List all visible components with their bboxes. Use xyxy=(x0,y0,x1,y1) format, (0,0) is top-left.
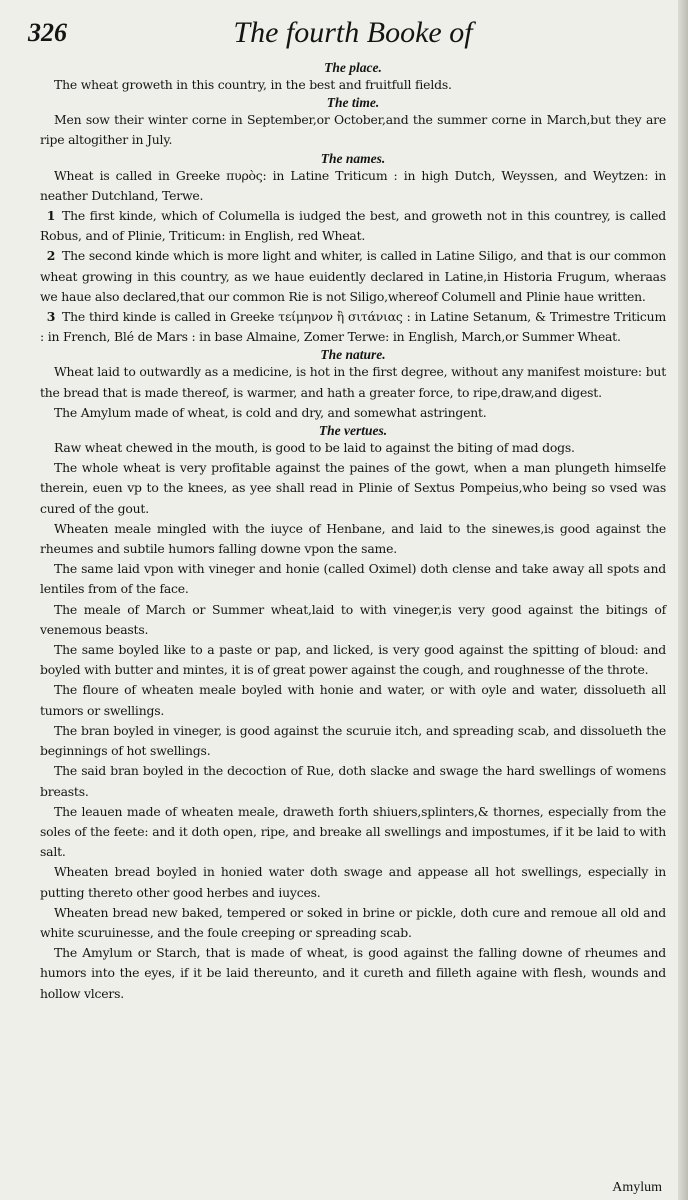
paragraph: The Amylum made of wheat, is cold and dry, and somewhat astringent. xyxy=(54,404,487,420)
paragraph: The floure of wheaten meale boyled with honie and water, or with oyle and water, dissolueth all tumors or swellings. xyxy=(40,682,666,718)
page-gutter-shadow xyxy=(678,0,688,1200)
section-heading: The place. xyxy=(324,60,382,75)
paragraph: Wheaten bread boyled in honied water doth swage and appease all hot swellings, especially in putting thereto other good herbes and iuyces. xyxy=(40,864,666,900)
paragraph: The same boyled like to a paste or pap, and licked, is very good against the spitting of bloud: and boyled with butter and mintes, it is of great power against the cough, and roughnesse of the throte. xyxy=(40,642,666,678)
paragraph-text: The first kinde, which of Columella is iudged the best, and groweth not in this countrey, is called Robus, and of Plinie, Triticum: in English, red Wheat. xyxy=(40,208,666,244)
page-number: 326 xyxy=(28,18,67,47)
section-heading: The vertues. xyxy=(318,423,388,439)
paragraph: Wheaten meale mingled with the iuyce of Henbane, and laid to the sinewes,is good against the rheumes and subtile humors falling downe vpon the same. xyxy=(40,520,666,557)
catchword: Amylum xyxy=(612,1180,662,1195)
numbered-paragraph xyxy=(40,246,666,307)
book-title: The fourth Booke of xyxy=(233,16,473,49)
section-heading: The nature. xyxy=(320,347,386,363)
paragraph-number: 3 xyxy=(46,309,56,325)
section-heading: The time. xyxy=(326,95,380,111)
section-nature xyxy=(40,347,666,423)
paragraph-number: 1 xyxy=(46,208,56,224)
paragraph: The wheat groweth in this country, in the best and fruitfull fields. xyxy=(54,77,452,92)
section-place xyxy=(40,60,666,95)
numbered-paragraph xyxy=(40,307,666,347)
paragraph-text: The third kinde is called in Greeke τείμηνον ἢ σιτάνιας : in Latine Setanum, & Trimestre Triticum : in French, Blé de Mars : in base Almaine, Zomer Terwe: in English, March,or Summer Wheat. xyxy=(40,309,666,345)
paragraph-number: 2 xyxy=(46,248,56,264)
paragraph: Wheat laid to outwardly as a medicine, is hot in the first degree, without any manifest moisture: but the bread that is made thereof, is warmer, and hath a greater force, to ripe,draw,and digest. xyxy=(40,364,666,400)
paragraph: The leauen made of wheaten meale, draweth forth shiuers,splinters,& thornes, especially from the soles of the feete: and it doth open, ripe, and breake all swellings and impostumes, if it be laid to with salt. xyxy=(40,803,666,860)
paragraph: The meale of March or Summer wheat,laid to with vineger,is very good against the bitings of venemous beasts. xyxy=(40,601,666,637)
paragraph: Men sow their winter corne in September,or October,and the summer corne in March,but they are ripe altogither in July. xyxy=(40,112,666,148)
paragraph: Wheat is called in Greeke πυρὸς: in Latine Triticum : in high Dutch, Weyssen, and Weytzen: in neather Dutchland, Terwe. xyxy=(40,167,666,203)
paragraph: Raw wheat chewed in the mouth, is good to be laid to against the biting of mad dogs. xyxy=(54,440,575,456)
paragraph: The bran boyled in vineger, is good against the scuruie itch, and spreading scab, and dissolueth the beginnings of hot swellings. xyxy=(40,722,666,759)
paragraph: Wheaten bread new baked, tempered or soked in brine or pickle, doth cure and remoue all old and white scuruinesse, and the foule creeping or spreading scab. xyxy=(40,904,666,940)
paragraph: The Amylum or Starch, that is made of wheat, is good against the falling downe of rheumes and humors into the eyes, if it be laid thereunto, and it cureth and filleth againe with flesh, wounds and hollow vlcers. xyxy=(40,945,666,1001)
paragraph: The whole wheat is very profitable against the paines of the gowt, when a man plungeth himselfe therein, euen vp to the knees, as yee shall read in Plinie of Sextus Pompeius,who being so vsed was cured of the gout. xyxy=(40,460,666,516)
paragraph: The same laid vpon with vineger and honie (called Oximel) doth clense and take away all spots and lentiles from of the face. xyxy=(40,561,666,597)
section-vertues xyxy=(40,423,666,1004)
numbered-paragraph xyxy=(40,206,666,246)
section-names xyxy=(40,151,666,348)
paragraph: The said bran boyled in the decoction of Rue, doth slacke and swage the hard swellings of womens breasts. xyxy=(40,763,666,799)
section-heading: The names. xyxy=(320,150,386,166)
running-head xyxy=(28,14,666,60)
paragraph-text: The second kinde which is more light and whiter, is called in Latine Siligo, and that is our common wheat growing in this country, as we haue euidently declared in Latine,in Historia Frugum, wheraas we haue also declared,that our common Rie is not Siligo,whereof Columell and Plinie haue written. xyxy=(40,248,666,304)
section-time xyxy=(40,95,666,150)
